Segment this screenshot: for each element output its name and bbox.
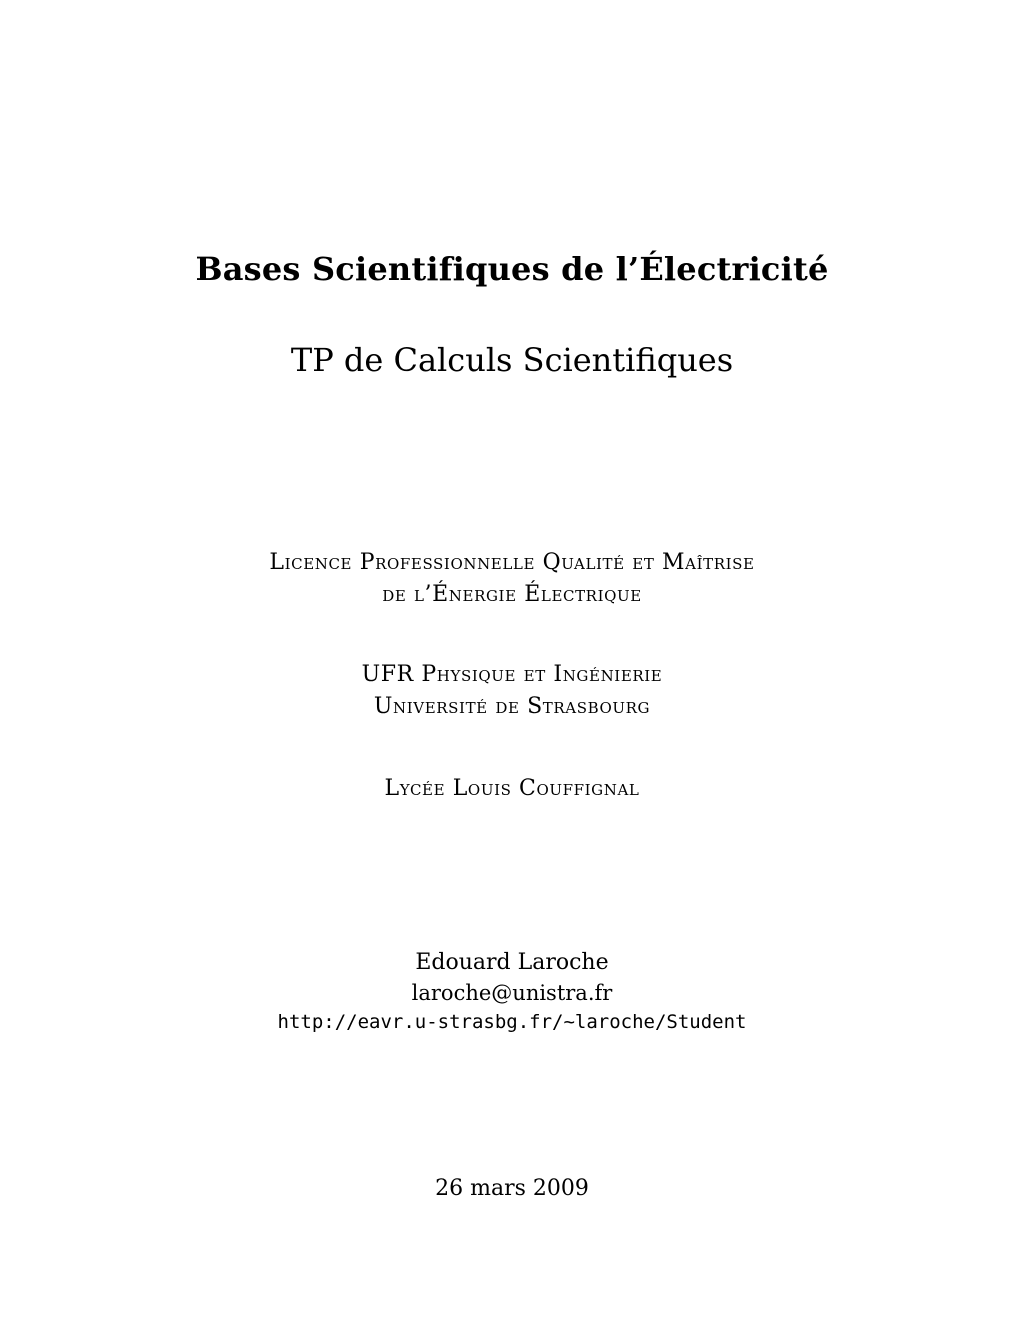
author-url: http://eavr.u-strasbg.fr/~laroche/Student — [277, 1011, 747, 1033]
document-date: 26 mars 2009 — [435, 1176, 589, 1201]
document-title: Bases Scientifiques de l’Électricité — [195, 250, 829, 288]
document-subtitle: TP de Calculs Scientifiques — [290, 341, 734, 379]
author-email: laroche@unistra.fr — [411, 981, 613, 1005]
author-name: Edouard Laroche — [415, 950, 609, 975]
licence-line-2: de l’Énergie Électrique — [382, 582, 642, 607]
lycee-name: Lycée Louis Couffignal — [384, 776, 640, 801]
ufr-name: UFR Physique et Ingénierie — [361, 662, 663, 687]
licence-line-1: Licence Professionnelle Qualité et Maîtrise — [269, 550, 755, 575]
university-name: Université de Strasbourg — [373, 694, 651, 719]
